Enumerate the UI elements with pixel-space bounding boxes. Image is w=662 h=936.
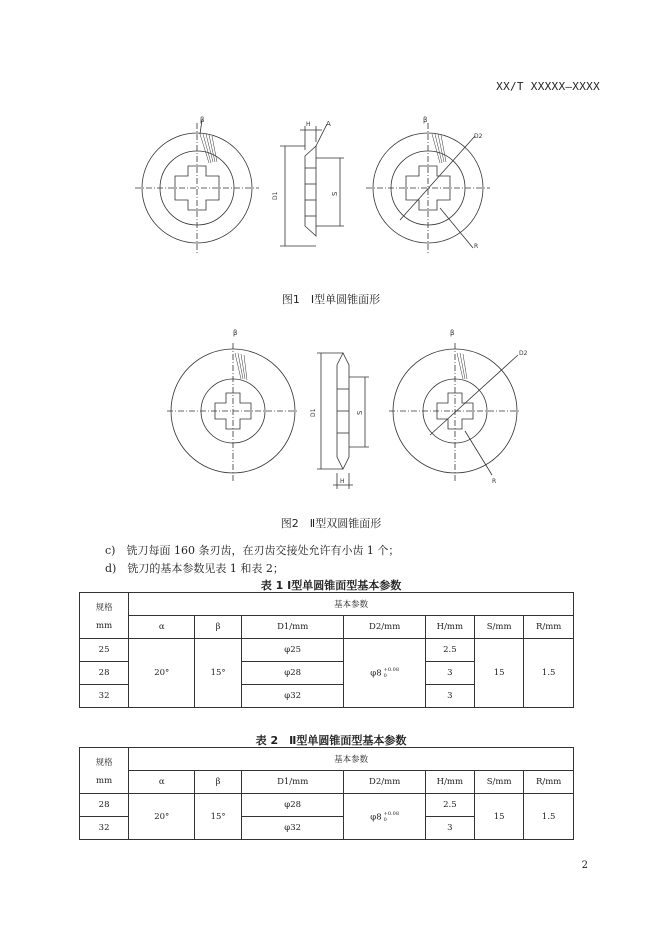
d1-cell: φ32 bbox=[241, 685, 344, 708]
col-header: D1/mm bbox=[241, 771, 344, 794]
fig2-side-view bbox=[310, 353, 369, 489]
fig2-front-view bbox=[167, 329, 299, 481]
spec-cell: 28 bbox=[80, 794, 129, 817]
d1-cell: φ32 bbox=[241, 817, 344, 840]
fig2-detail-beta-label: β bbox=[450, 329, 455, 337]
fig2-s-label: S bbox=[356, 410, 364, 415]
fig1-front-view bbox=[135, 116, 259, 253]
spec-cell: 32 bbox=[80, 685, 129, 708]
h-cell: 2.5 bbox=[425, 639, 474, 662]
table-header-row bbox=[80, 616, 574, 639]
fig2-detail-view bbox=[389, 329, 528, 485]
s-cell: 15 bbox=[474, 639, 523, 708]
h-cell: 3 bbox=[425, 685, 474, 708]
fig2-h-label: H bbox=[340, 478, 345, 485]
s-cell: 15 bbox=[474, 794, 523, 840]
beta-cell: 15° bbox=[195, 639, 242, 708]
document-number: XX/T XXXXX—XXXX bbox=[496, 80, 600, 93]
figure-2-caption: 图2 Ⅱ型双圆锥面形 bbox=[280, 517, 382, 530]
spec-cell: 25 bbox=[80, 639, 129, 662]
spec-unit: mm bbox=[96, 775, 113, 786]
fig2-d1-label: D1 bbox=[310, 408, 317, 417]
spec-header-cell bbox=[80, 593, 129, 639]
col-header: β bbox=[195, 616, 242, 639]
fig1-detail-view bbox=[366, 116, 490, 253]
spec-cell: 28 bbox=[80, 662, 129, 685]
table-2-caption: 表 2 Ⅱ型单圆锥面型基本参数 bbox=[255, 734, 407, 747]
table-2 bbox=[79, 747, 574, 840]
d2-tol-lower: 0 bbox=[383, 673, 387, 679]
fig2-d2-label: D2 bbox=[519, 350, 528, 357]
d1-cell: φ28 bbox=[241, 794, 344, 817]
paragraph-d: d) 铣刀的基本参数见表 1 和表 2； bbox=[105, 562, 284, 575]
col-header: H/mm bbox=[425, 771, 474, 794]
d2-tol-lower: 0 bbox=[383, 816, 387, 823]
r-cell: 1.5 bbox=[524, 639, 574, 708]
table-row bbox=[80, 794, 574, 817]
h-cell: 3 bbox=[425, 817, 474, 840]
d2-value: φ8 bbox=[370, 812, 382, 822]
fig1-beta-label: β bbox=[200, 116, 205, 124]
d2-tol-upper: +0.08 bbox=[383, 667, 399, 673]
fig1-s-label: S bbox=[331, 191, 339, 196]
table-header-row bbox=[80, 593, 574, 616]
spec-header: 规格 bbox=[95, 757, 113, 768]
fig1-d1-label: D1 bbox=[272, 191, 279, 200]
col-header: D2/mm bbox=[344, 771, 425, 794]
table-row bbox=[80, 639, 574, 662]
d1-cell: φ28 bbox=[241, 662, 344, 685]
d1-cell: φ25 bbox=[241, 639, 344, 662]
group-header: 基本参数 bbox=[129, 593, 574, 616]
spec-header: 规格 bbox=[95, 602, 113, 613]
table-1-caption: 表 1 Ⅰ型单圆锥面型基本参数 bbox=[260, 579, 402, 592]
r-cell: 1.5 bbox=[524, 794, 574, 840]
table-1 bbox=[79, 592, 574, 708]
col-header: H/mm bbox=[425, 616, 474, 639]
spec-cell: 32 bbox=[80, 817, 129, 840]
d2-cell bbox=[344, 639, 425, 708]
table-header-row bbox=[80, 771, 574, 794]
figure-1-drawing bbox=[130, 108, 510, 258]
col-header: α bbox=[129, 616, 195, 639]
spec-unit: mm bbox=[96, 620, 113, 631]
alpha-cell: 20° bbox=[129, 794, 195, 840]
d2-tol-upper: +0.08 bbox=[383, 810, 399, 817]
col-header: R/mm bbox=[524, 771, 574, 794]
alpha-cell: 20° bbox=[129, 639, 195, 708]
group-header: 基本参数 bbox=[129, 748, 574, 771]
col-header: S/mm bbox=[474, 771, 523, 794]
h-cell: 3 bbox=[425, 662, 474, 685]
fig1-a-label: A bbox=[326, 120, 331, 128]
d2-cell bbox=[344, 794, 425, 840]
paragraph-c: c) 铣刀每面 160 条刃齿，在刃齿交接处允许有小齿 1 个； bbox=[105, 544, 400, 557]
spec-header-cell bbox=[80, 748, 129, 794]
d2-value: φ8 bbox=[370, 668, 382, 679]
fig1-side-view bbox=[272, 120, 344, 246]
fig1-r-label: R bbox=[474, 243, 479, 250]
col-header: β bbox=[195, 771, 242, 794]
col-header: α bbox=[129, 771, 195, 794]
fig1-h-label: H bbox=[306, 121, 311, 128]
col-header: D1/mm bbox=[241, 616, 344, 639]
fig2-r-label: R bbox=[492, 478, 497, 485]
fig1-d2-label: D2 bbox=[474, 133, 483, 140]
h-cell: 2.5 bbox=[425, 794, 474, 817]
col-header: S/mm bbox=[474, 616, 523, 639]
fig1-detail-beta-label: β bbox=[423, 116, 428, 124]
figure-2-drawing bbox=[165, 325, 530, 495]
table-header-row bbox=[80, 748, 574, 771]
beta-cell: 15° bbox=[195, 794, 242, 840]
page-number: 2 bbox=[581, 860, 588, 871]
col-header: D2/mm bbox=[344, 616, 425, 639]
figure-1-caption: 图1 Ⅰ型单圆锥面形 bbox=[281, 293, 381, 306]
fig2-beta-label: β bbox=[233, 329, 238, 337]
col-header: R/mm bbox=[524, 616, 574, 639]
